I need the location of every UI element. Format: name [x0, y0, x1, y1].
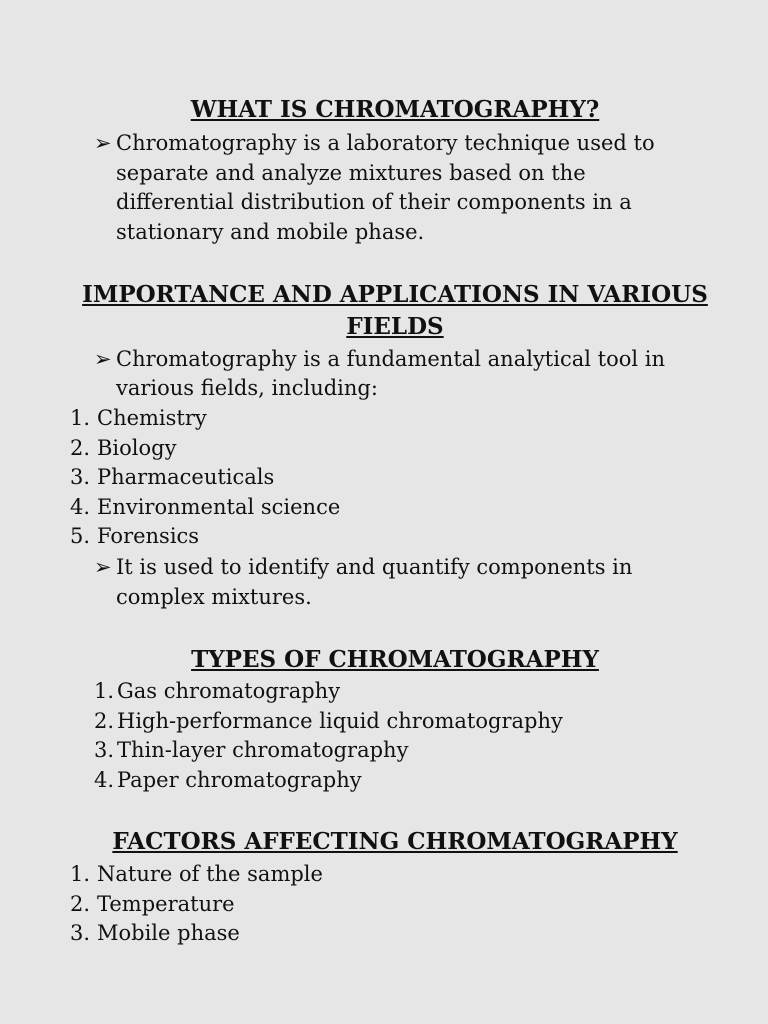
list-text: Mobile phase [97, 921, 240, 945]
list-number: 2. [70, 892, 91, 916]
bullet-line: It is used to identify and quantify components in [116, 555, 633, 579]
heading-importance-line-2: FIELDS [346, 313, 444, 340]
list-number: 4. [70, 495, 91, 519]
list-number: 5. [70, 524, 91, 548]
list-text: Temperature [97, 892, 235, 916]
list-text: High-performance liquid chromatography [117, 709, 563, 733]
list-text: Thin-layer chromatography [117, 738, 409, 762]
heading-factors-affecting-chromatography: FACTORS AFFECTING CHROMATOGRAPHY [112, 828, 678, 855]
list-number: 1. [94, 679, 115, 703]
list-text: Pharmaceuticals [97, 465, 275, 489]
list-text: Chemistry [97, 406, 207, 430]
heading-what-is-chromatography: WHAT IS CHROMATOGRAPHY? [190, 96, 600, 123]
bullet-line: stationary and mobile phase. [116, 220, 425, 244]
bullet-line: Chromatography is a fundamental analytical tool in [116, 347, 665, 371]
bullet-line: Chromatography is a laboratory technique used to [116, 131, 655, 155]
arrow-bullet-icon: ➢ [94, 555, 112, 579]
list-number: 1. [70, 862, 91, 886]
bullet-line: various fields, including: [116, 376, 378, 400]
list-text: Environmental science [97, 495, 341, 519]
list-number: 3. [70, 465, 91, 489]
heading-types-of-chromatography: TYPES OF CHROMATOGRAPHY [191, 646, 599, 673]
heading-importance-line-1: IMPORTANCE AND APPLICATIONS IN VARIOUS [82, 281, 708, 308]
list-number: 3. [70, 921, 91, 945]
list-text: Forensics [97, 524, 200, 548]
list-number: 3. [94, 738, 115, 762]
list-text: Gas chromatography [117, 679, 341, 703]
bullet-line: complex mixtures. [116, 585, 312, 609]
arrow-bullet-icon: ➢ [94, 347, 112, 371]
arrow-bullet-icon: ➢ [94, 131, 112, 155]
list-number: 4. [94, 768, 115, 792]
list-number: 2. [94, 709, 115, 733]
list-text: Nature of the sample [97, 862, 323, 886]
list-text: Paper chromatography [117, 768, 362, 792]
list-number: 2. [70, 436, 91, 460]
bullet-line: differential distribution of their components in a [116, 190, 632, 214]
bullet-line: separate and analyze mixtures based on the [116, 161, 586, 185]
list-number: 1. [70, 406, 91, 430]
list-text: Biology [97, 436, 177, 460]
